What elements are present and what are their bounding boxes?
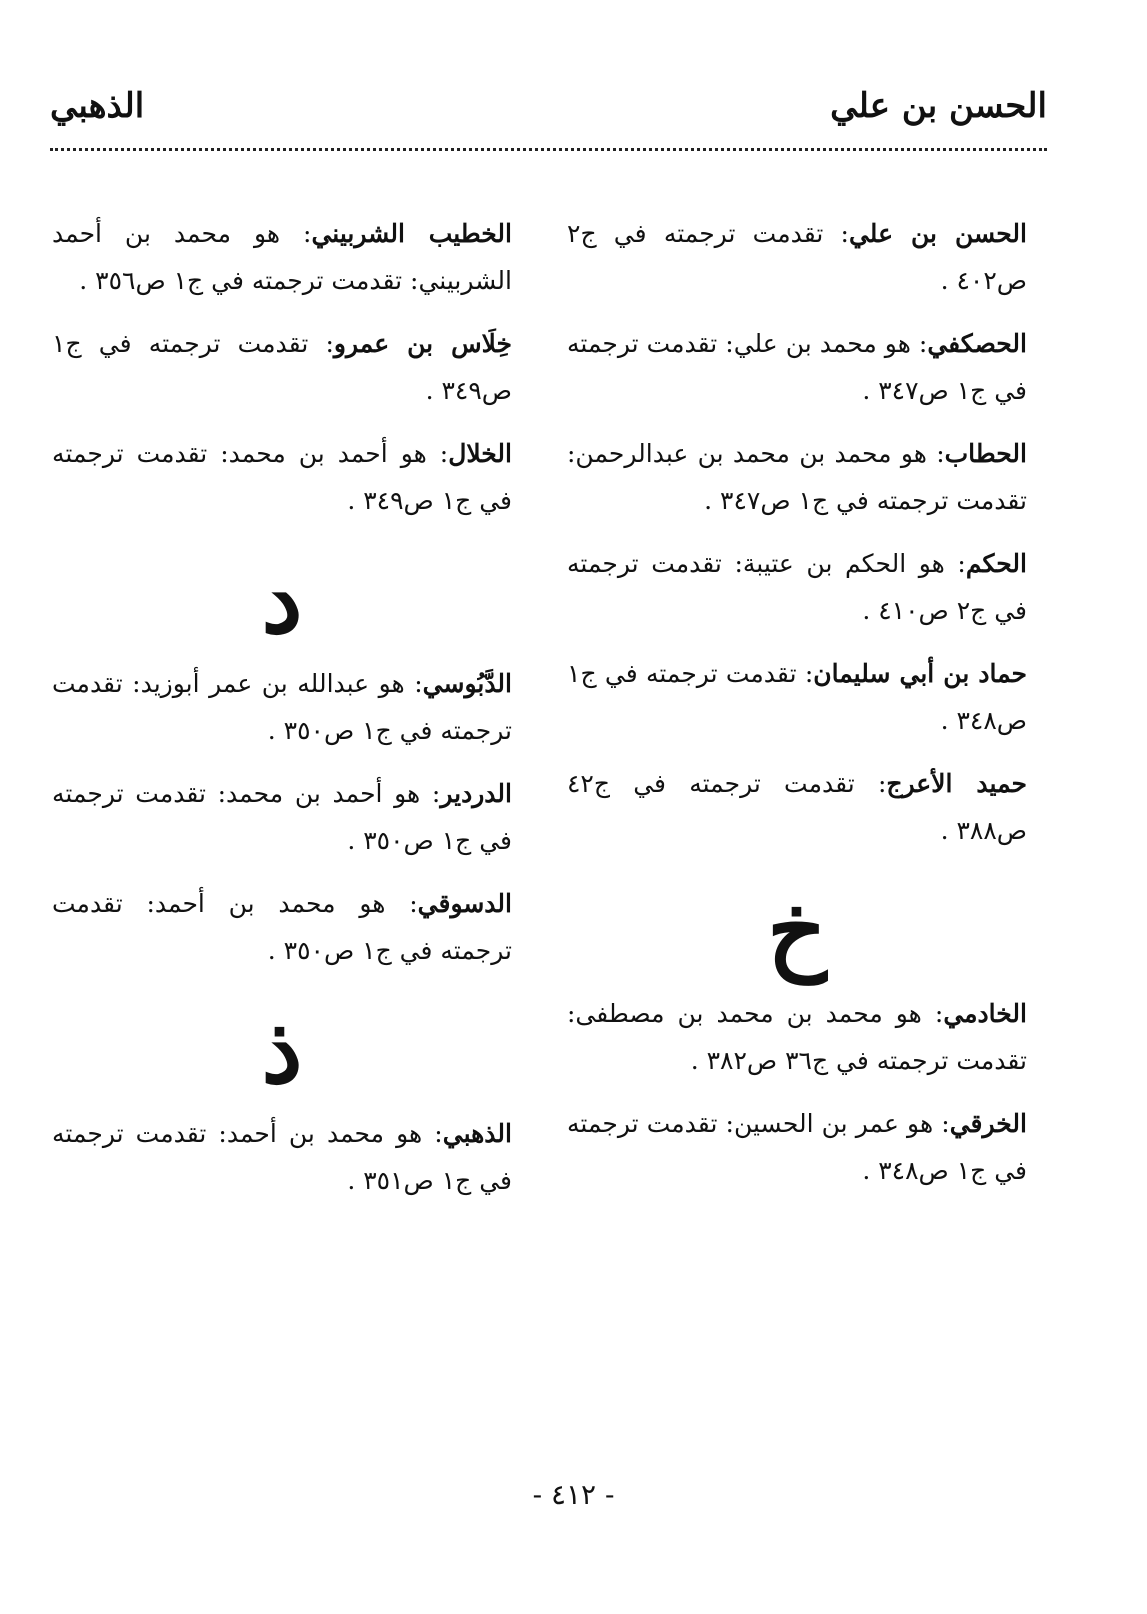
entry-text: : تقدمت ترجمته في ج٤٢ ص٣٨٨ . — [567, 769, 1027, 845]
entry-text: : هو عمر بن الحسين: تقدمت ترجمته في ج١ ص٣٤٨ . — [567, 1109, 1027, 1185]
glossary-entry — [52, 210, 512, 304]
entry-term: الحسن بن علي — [848, 219, 1027, 248]
glossary-entry — [52, 320, 512, 414]
entry-text: : تقدمت ترجمته في ج١ ص٣٤٩ . — [52, 329, 512, 405]
entry-text: : تقدمت ترجمته في ج١ ص٣٤٨ . — [567, 659, 1027, 735]
entry-term: الذهبي — [442, 1119, 512, 1148]
entry-term: الخلال — [448, 439, 512, 468]
entry-term: الدسوقي — [417, 889, 512, 918]
entry-term: الحصكفي — [927, 329, 1027, 358]
running-head-right: الحسن بن علي — [830, 86, 1047, 126]
entry-text: : تقدمت ترجمته في ج٢ ص٤٠٢ . — [567, 219, 1027, 295]
section-letter: د — [261, 546, 303, 654]
entry-text: : هو الحكم بن عتيبة: تقدمت ترجمته في ج٢ ص٤١٠ . — [567, 549, 1027, 625]
entry-term: الحكم — [965, 549, 1027, 578]
entry-term: الدردير — [440, 779, 512, 808]
glossary-entry — [52, 1110, 512, 1204]
right-column — [567, 210, 1027, 1210]
entry-text: : هو أحمد بن محمد: تقدمت ترجمته في ج١ ص٣٤٩ . — [52, 439, 512, 515]
section-letter: ذ — [261, 996, 303, 1104]
entry-text: : هو محمد بن محمد بن مصطفى: تقدمت ترجمته في ج٣٦ ص٣٨٢ . — [567, 999, 1027, 1075]
entry-term: خِلَاس بن عمرو — [333, 329, 512, 358]
glossary-entry — [567, 210, 1027, 304]
glossary-entry — [52, 430, 512, 524]
glossary-entry — [567, 990, 1027, 1084]
page-number: - ٤١٢ - — [532, 1478, 615, 1511]
section-letter: خ — [767, 876, 827, 984]
glossary-entry — [567, 320, 1027, 414]
entry-term: الخطيب الشربيني — [311, 219, 512, 248]
entry-term: حماد بن أبي سليمان — [813, 659, 1027, 688]
page-header — [50, 78, 1047, 151]
entry-text: : هو محمد بن أحمد: تقدمت ترجمته في ج١ ص٣٥١ . — [52, 1119, 512, 1195]
entry-term: الدَّبُوسي — [422, 669, 512, 698]
entry-text: : هو محمد بن علي: تقدمت ترجمته في ج١ ص٣٤٧ . — [567, 329, 1027, 405]
entry-text: : هو محمد بن أحمد: تقدمت ترجمته في ج١ ص٣٥٠ . — [52, 889, 512, 965]
entry-text: : هو محمد بن محمد بن عبدالرحمن: تقدمت ترجمته في ج١ ص٣٤٧ . — [567, 439, 1027, 515]
glossary-entry — [567, 760, 1027, 854]
left-column — [52, 210, 512, 1220]
entry-term: الخادمي — [943, 999, 1027, 1028]
glossary-entry — [52, 770, 512, 864]
entry-text: : هو أحمد بن محمد: تقدمت ترجمته في ج١ ص٣٥٠ . — [52, 779, 512, 855]
entry-term: حميد الأعرج — [886, 769, 1027, 798]
entry-text: : هو عبدالله بن عمر أبوزيد: تقدمت ترجمته في ج١ ص٣٥٠ . — [52, 669, 512, 745]
glossary-entry — [567, 540, 1027, 634]
entry-term: الخرقي — [949, 1109, 1027, 1138]
running-head-left: الذهبي — [50, 86, 145, 126]
glossary-entry — [52, 660, 512, 754]
glossary-entry — [567, 1100, 1027, 1194]
glossary-entry — [52, 880, 512, 974]
entry-term: الحطاب — [944, 439, 1027, 468]
glossary-entry — [567, 650, 1027, 744]
glossary-entry — [567, 430, 1027, 524]
entry-text: : هو محمد بن أحمد الشربيني: تقدمت ترجمته في ج١ ص٣٥٦ . — [52, 219, 512, 295]
